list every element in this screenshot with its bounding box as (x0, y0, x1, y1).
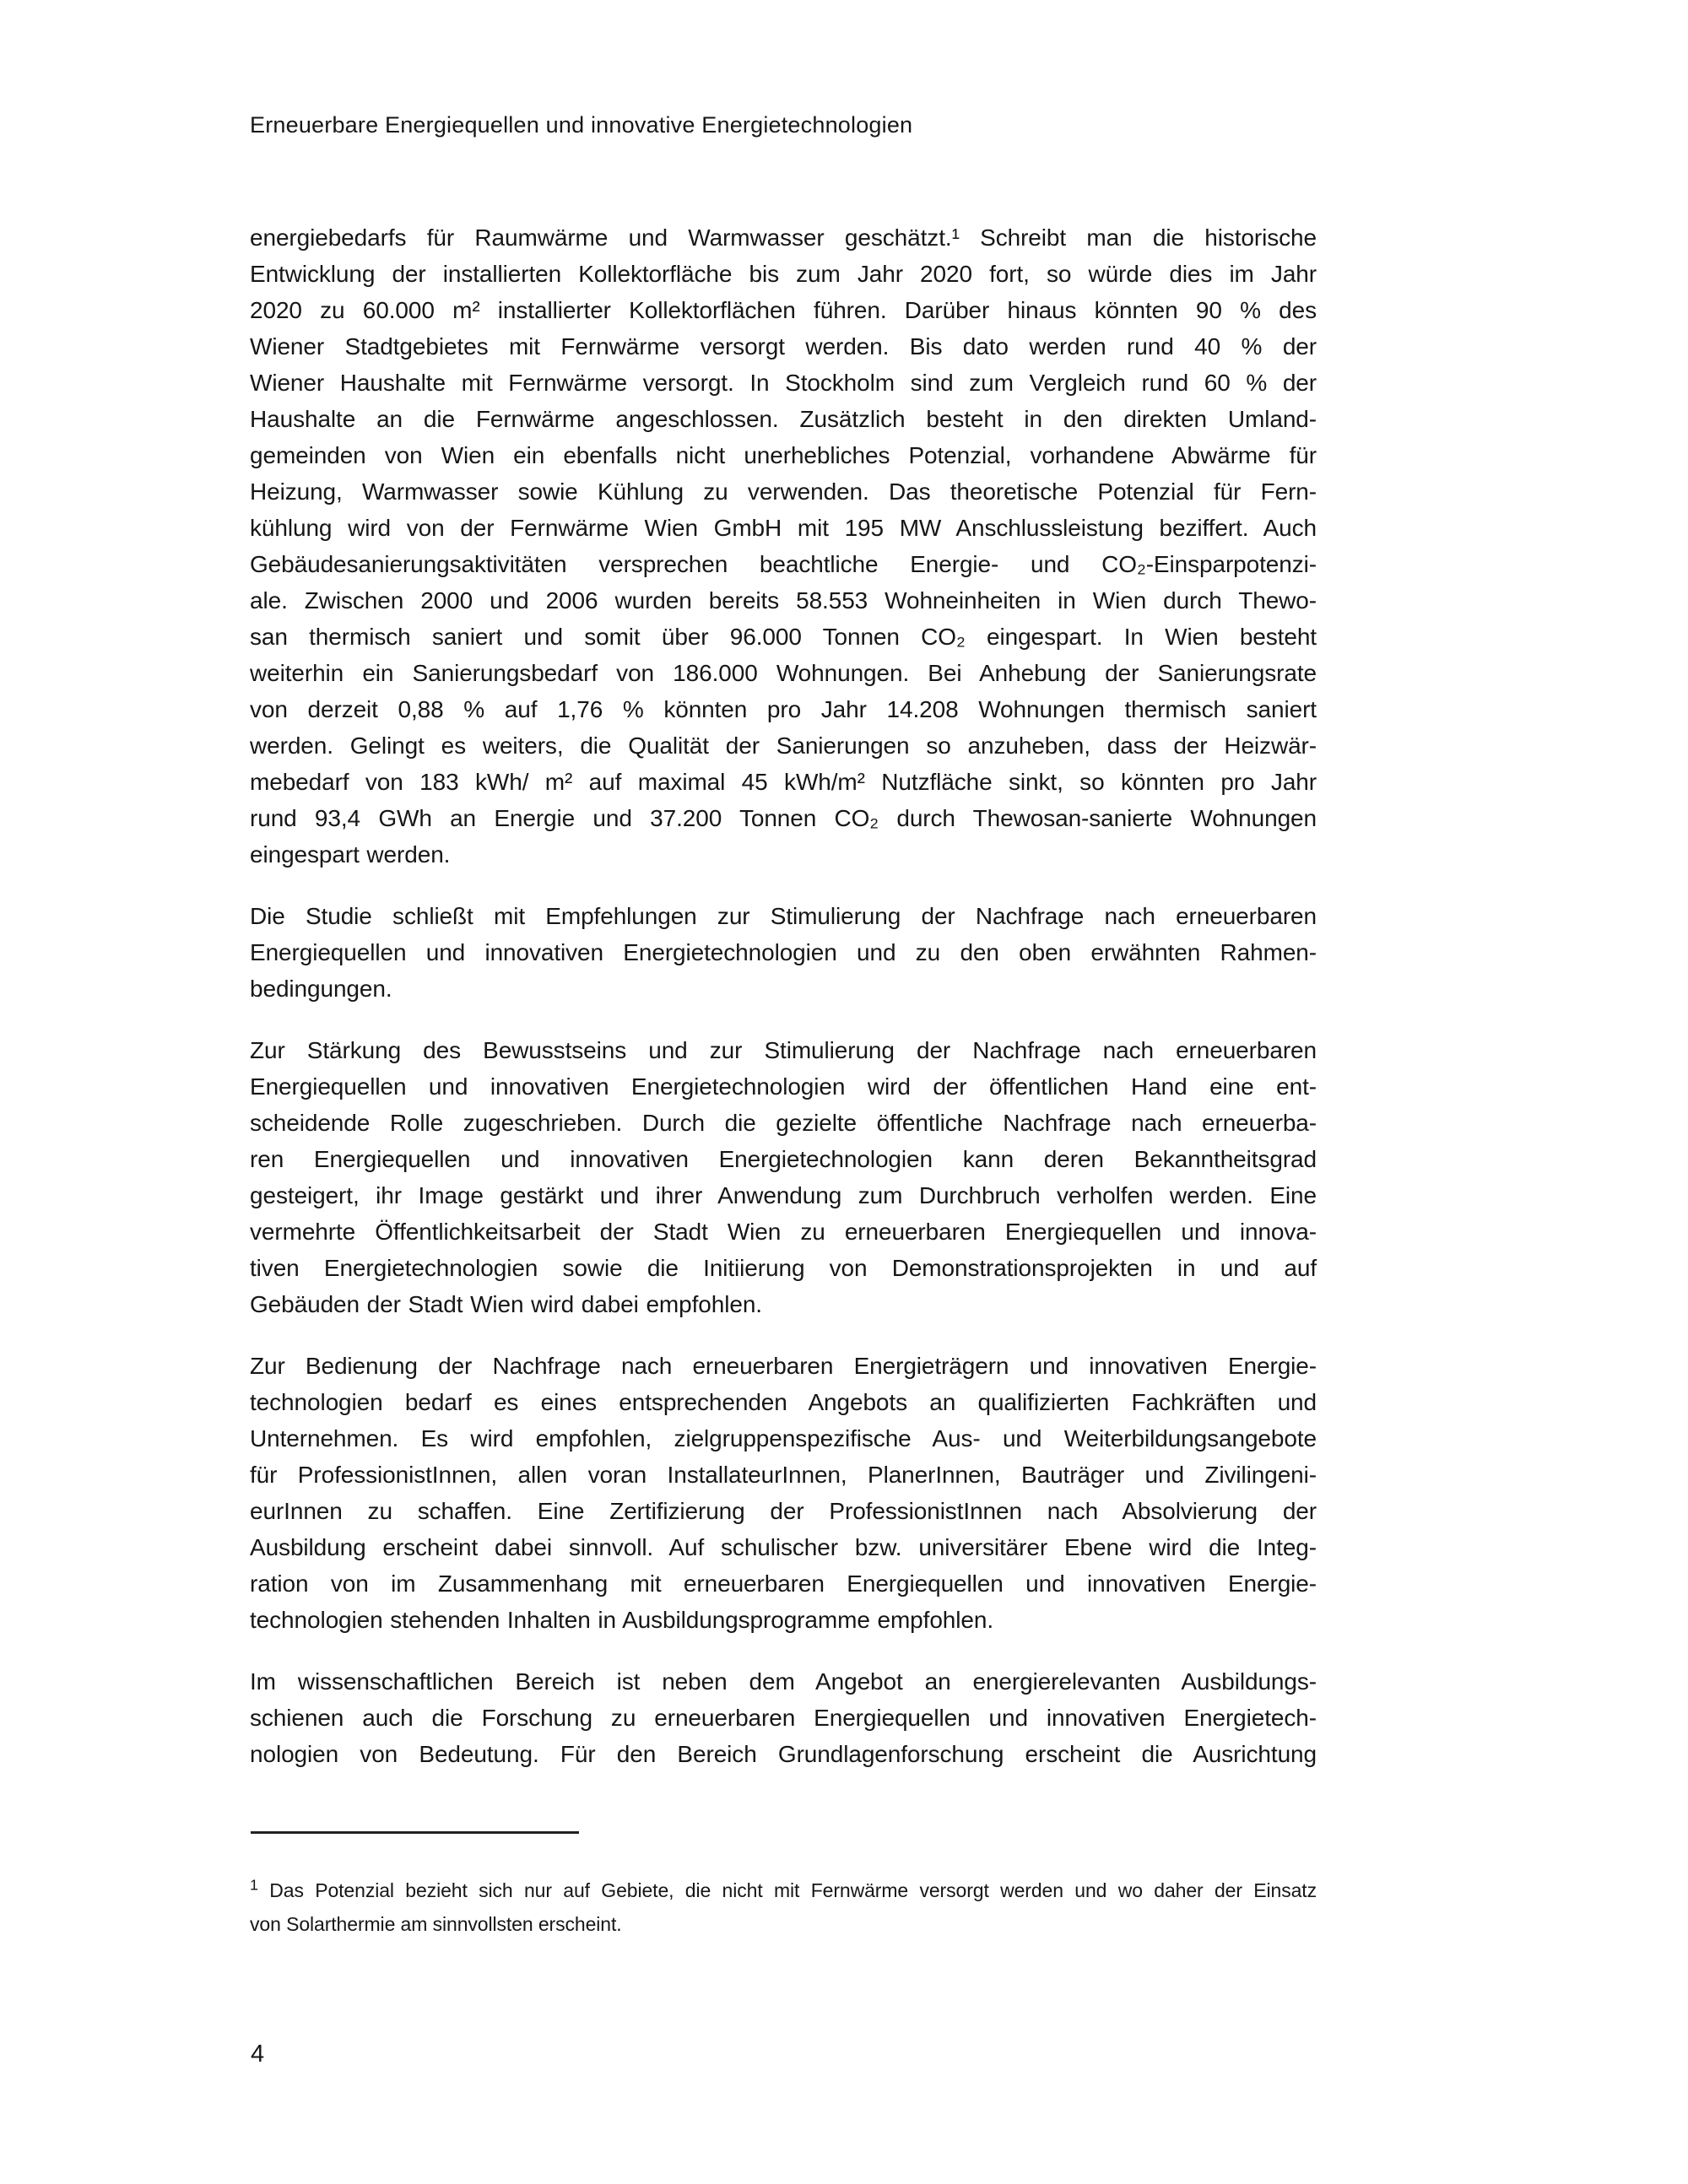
text-line: technologien stehenden Inhalten in Ausbildungsprogramme empfohlen. (250, 1607, 994, 1633)
text-line: Die Studie schließt mit Empfehlungen zur Stimulierung der Nachfrage nach erneuerbaren (250, 903, 1317, 929)
text-line: für ProfessionistInnen, allen voran InstallateurInnen, PlanerInnen, Bauträger und Zivilingeni- (250, 1462, 1317, 1488)
text-line: Im wissenschaftlichen Bereich ist neben dem Angebot an energierelevanten Ausbildungs- (250, 1668, 1317, 1695)
text-line: Ausbildung erscheint dabei sinnvoll. Auf schulischer bzw. universitärer Ebene wird die Integ- (250, 1534, 1317, 1560)
text-line: ren Energiequellen und innovativen Energietechnologien kann deren Bekanntheitsgrad (250, 1146, 1317, 1172)
text-line: eurInnen zu schaffen. Eine Zertifizierung der ProfessionistInnen nach Absolvierung der (250, 1498, 1317, 1524)
footnote (250, 1873, 1317, 1941)
text-line: gemeinden von Wien ein ebenfalls nicht unerhebliches Potenzial, vorhandene Abwärme für (250, 442, 1317, 468)
text-line: Heizung, Warmwasser sowie Kühlung zu verwenden. Das theoretische Potenzial für Fern- (250, 478, 1317, 505)
text-line: gesteigert, ihr Image gestärkt und ihrer Anwendung zum Durchbruch verholfen werden. Eine (250, 1182, 1317, 1208)
text-line: Zur Bedienung der Nachfrage nach erneuerbaren Energieträgern und innovativen Energie- (250, 1353, 1317, 1379)
running-header: Erneuerbare Energiequellen und innovative Energietechnologien (250, 112, 913, 138)
text-line: bedingungen. (250, 976, 392, 1002)
text-line: Entwicklung der installierten Kollektorfläche bis zum Jahr 2020 fort, so würde dies im Jahr (250, 261, 1317, 287)
text-line: kühlung wird von der Fernwärme Wien GmbH mit 195 MW Anschlussleistung beziffert. Auch (250, 515, 1317, 541)
text-line: energiebedarfs für Raumwärme und Warmwasser geschätzt.¹ Schreibt man die historische (250, 224, 1317, 251)
text-line: Energiequellen und innovativen Energietechnologien wird der öffentlichen Hand eine ent- (250, 1073, 1317, 1100)
text-line: Haushalte an die Fernwärme angeschlossen. Zusätzlich besteht in den direkten Umland- (250, 406, 1317, 432)
footnote-line (250, 1873, 1317, 1907)
text-line: werden. Gelingt es weiters, die Qualität der Sanierungen so anzuheben, dass der Heizwär- (250, 733, 1317, 759)
text-line: technologien bedarf es eines entsprechenden Angebots an qualifizierten Fachkräften und (250, 1389, 1317, 1415)
text-line: tiven Energietechnologien sowie die Initiierung von Demonstrationsprojekten in und auf (250, 1255, 1317, 1281)
text-line: Wiener Haushalte mit Fernwärme versorgt. In Stockholm sind zum Vergleich rund 60 % der (250, 370, 1317, 396)
text-line: Gebäuden der Stadt Wien wird dabei empfohlen. (250, 1291, 762, 1317)
text-line: vermehrte Öffentlichkeitsarbeit der Stadt Wien zu erneuerbaren Energiequellen und innova- (250, 1219, 1317, 1245)
text-line: scheidende Rolle zugeschrieben. Durch die gezielte öffentliche Nachfrage nach erneuerba- (250, 1110, 1317, 1136)
paragraph (250, 898, 1317, 1007)
paragraph (250, 1032, 1317, 1322)
body-text-column (250, 219, 1317, 1797)
text-line: eingespart werden. (250, 841, 451, 868)
text-line: Zur Stärkung des Bewusstseins und zur Stimulierung der Nachfrage nach erneuerbaren (250, 1037, 1317, 1063)
text-line: Energiequellen und innovativen Energietechnologien und zu den oben erwähnten Rahmen- (250, 939, 1317, 965)
paragraph (250, 219, 1317, 873)
text-line: nologien von Bedeutung. Für den Bereich Grundlagenforschung erscheint die Ausrichtung (250, 1741, 1317, 1767)
footnote-marker: 1 (250, 1876, 258, 1894)
text-line: 2020 zu 60.000 m² installierter Kollektorflächen führen. Darüber hinaus könnten 90 % des (250, 297, 1317, 323)
footnote-line: von Solarthermie am sinnvollsten erscheint. (250, 1913, 622, 1935)
page-number: 4 (251, 2041, 265, 2068)
text-line: mebedarf von 183 kWh/ m² auf maximal 45 kWh/m² Nutzfläche sinkt, so könnten pro Jahr (250, 769, 1317, 795)
footnote-text: Das Potenzial bezieht sich nur auf Gebiete, die nicht mit Fernwärme versorgt werden und wo daher der Einsatz (269, 1879, 1317, 1901)
text-line: Gebäudesanierungsaktivitäten versprechen beachtliche Energie- und CO₂-Einsparpotenzi- (250, 551, 1317, 577)
text-line: ale. Zwischen 2000 und 2006 wurden bereits 58.553 Wohneinheiten in Wien durch Thewo- (250, 587, 1317, 614)
text-line: schienen auch die Forschung zu erneuerbaren Energiequellen und innovativen Energietech- (250, 1705, 1317, 1731)
paragraph (250, 1663, 1317, 1772)
text-line: ration von im Zusammenhang mit erneuerbaren Energiequellen und innovativen Energie- (250, 1570, 1317, 1597)
text-line: weiterhin ein Sanierungsbedarf von 186.000 Wohnungen. Bei Anhebung der Sanierungsrate (250, 660, 1317, 686)
text-line: san thermisch saniert und somit über 96.000 Tonnen CO₂ eingespart. In Wien besteht (250, 624, 1317, 650)
paragraph (250, 1348, 1317, 1638)
footnote-separator-rule (251, 1831, 579, 1834)
text-line: von derzeit 0,88 % auf 1,76 % könnten pro Jahr 14.208 Wohnungen thermisch saniert (250, 696, 1317, 722)
text-line: Wiener Stadtgebietes mit Fernwärme versorgt werden. Bis dato werden rund 40 % der (250, 333, 1317, 359)
text-line: rund 93,4 GWh an Energie und 37.200 Tonnen CO₂ durch Thewosan-sanierte Wohnungen (250, 805, 1317, 831)
text-line: Unternehmen. Es wird empfohlen, zielgruppenspezifische Aus- und Weiterbildungsangebote (250, 1425, 1317, 1451)
